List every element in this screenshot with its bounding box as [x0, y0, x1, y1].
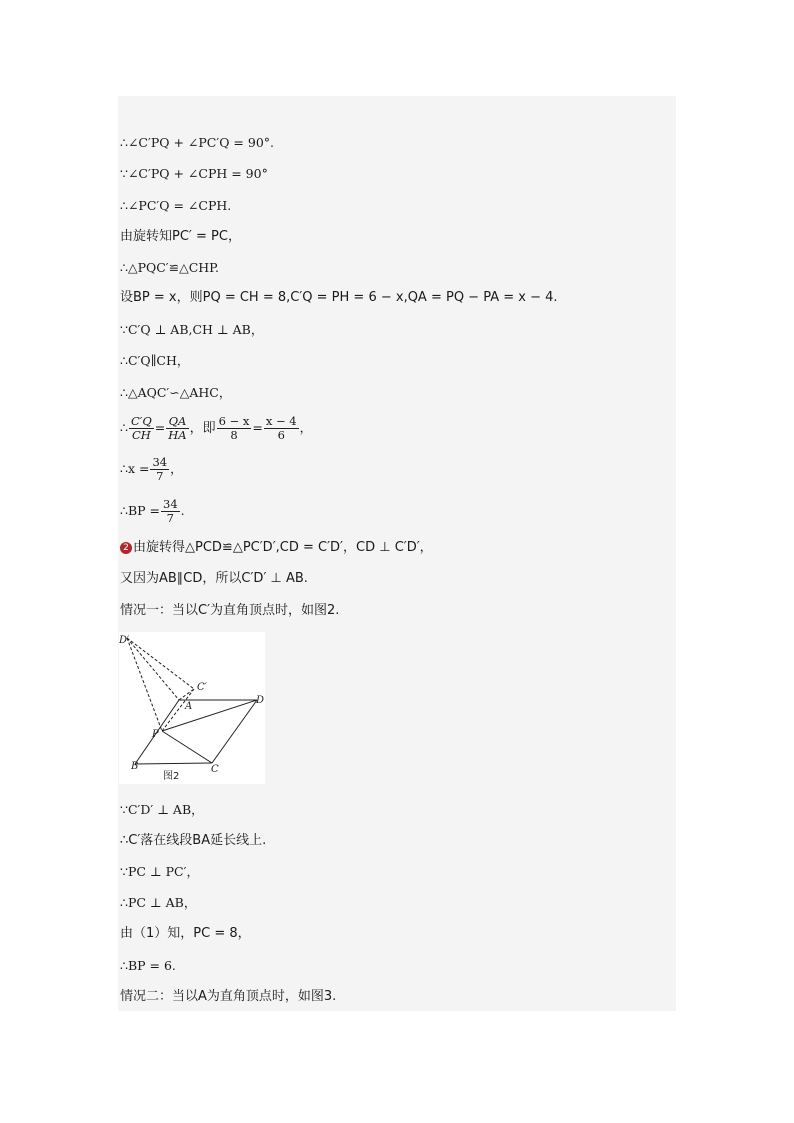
solution-line: 由（1）知，PC = 8， — [120, 926, 251, 941]
label-B: B — [131, 761, 139, 772]
denominator: 6 — [277, 428, 285, 442]
prefix: ∴x = — [120, 461, 150, 476]
fraction-equation-line — [120, 454, 183, 484]
fraction — [129, 415, 154, 442]
solution-line: ∵C′Q ⊥ AB,CH ⊥ AB， — [120, 322, 264, 337]
numerator: x − 4 — [265, 414, 297, 428]
solution-line: ∴PC ⊥ AB， — [120, 895, 197, 910]
label-P: P — [152, 729, 159, 740]
circled-number: 2 — [120, 542, 132, 554]
equals-sign: = — [154, 420, 166, 435]
fraction — [217, 415, 252, 442]
suffix: . — [180, 503, 185, 518]
segment-BC — [135, 763, 212, 764]
solution-line: ∴C′落在线段BA延长线上. — [120, 833, 267, 848]
prefix: ∴ — [120, 420, 128, 435]
fraction — [161, 498, 180, 525]
figure-2 — [119, 632, 265, 784]
solution-text: 由旋转得△PCD≌△PC′D′,CD = C′D′，CD ⊥ C′D′， — [133, 540, 433, 555]
solution-line: ∴△AQC′∽△AHC， — [120, 385, 232, 400]
label-D: D — [256, 695, 265, 706]
figure-caption: 图2 — [163, 771, 180, 782]
numerator: QA — [166, 415, 188, 429]
solution-line — [120, 540, 433, 556]
segment-DC — [212, 700, 257, 763]
prefix: ∴BP = — [120, 503, 160, 518]
suffix: ， — [299, 420, 313, 435]
fraction — [264, 415, 299, 442]
fraction — [150, 456, 169, 483]
numerator: C′Q — [130, 414, 152, 428]
fraction-equation-line — [120, 413, 312, 444]
solution-line: 由旋转知PC′ = PC， — [120, 229, 241, 244]
segment-D-prime-A — [127, 638, 179, 700]
denominator: CH — [131, 428, 151, 442]
numerator: 34 — [152, 455, 168, 469]
fraction — [166, 415, 188, 442]
solution-line: ∴∠C′PQ + ∠PC′Q = 90°. — [120, 135, 274, 150]
label-C: C — [211, 764, 219, 775]
geometry-diagram — [119, 632, 265, 784]
suffix: ， — [170, 461, 183, 476]
denominator: 7 — [156, 469, 164, 483]
solution-line: 情况一：当以C′为直角顶点时，如图2. — [120, 603, 340, 618]
denominator: 7 — [166, 511, 174, 525]
denominator: 8 — [230, 428, 238, 442]
solution-line: ∵∠C′PQ + ∠CPH = 90° — [120, 166, 268, 181]
solution-line: ∴C′Q∥CH， — [120, 353, 190, 368]
label-C-prime: C′ — [197, 682, 207, 693]
solution-line: 又因为AB∥CD，所以C′D′ ⊥ AB. — [120, 571, 308, 586]
solution-line: ∵PC ⊥ PC′， — [120, 864, 199, 879]
denominator: HA — [168, 428, 187, 442]
connector-text: ，即 — [189, 421, 216, 436]
label-D-prime: D′ — [119, 635, 130, 646]
solution-line: ∴BP = 6. — [120, 958, 176, 973]
solution-line: 设BP = x，则PQ = CH = 8,C′Q = PH = 6 − x,QA = PQ − PA = x − 4. — [120, 290, 558, 305]
label-A: A — [185, 701, 193, 712]
numerator: 34 — [163, 497, 178, 511]
fraction-equation-line — [120, 496, 185, 526]
solution-line: 情况二：当以A为直角顶点时，如图3. — [120, 989, 337, 1004]
solution-line: ∴∠PC′Q = ∠CPH. — [120, 198, 232, 213]
equals-sign: = — [252, 420, 263, 435]
segment-D-prime-P — [127, 638, 162, 731]
solution-line: ∴△PQC′≌△CHP. — [120, 260, 220, 275]
segment-PC — [162, 731, 212, 763]
numerator: 6 − x — [218, 414, 250, 428]
solution-line: ∵C′D′ ⊥ AB， — [120, 802, 204, 817]
